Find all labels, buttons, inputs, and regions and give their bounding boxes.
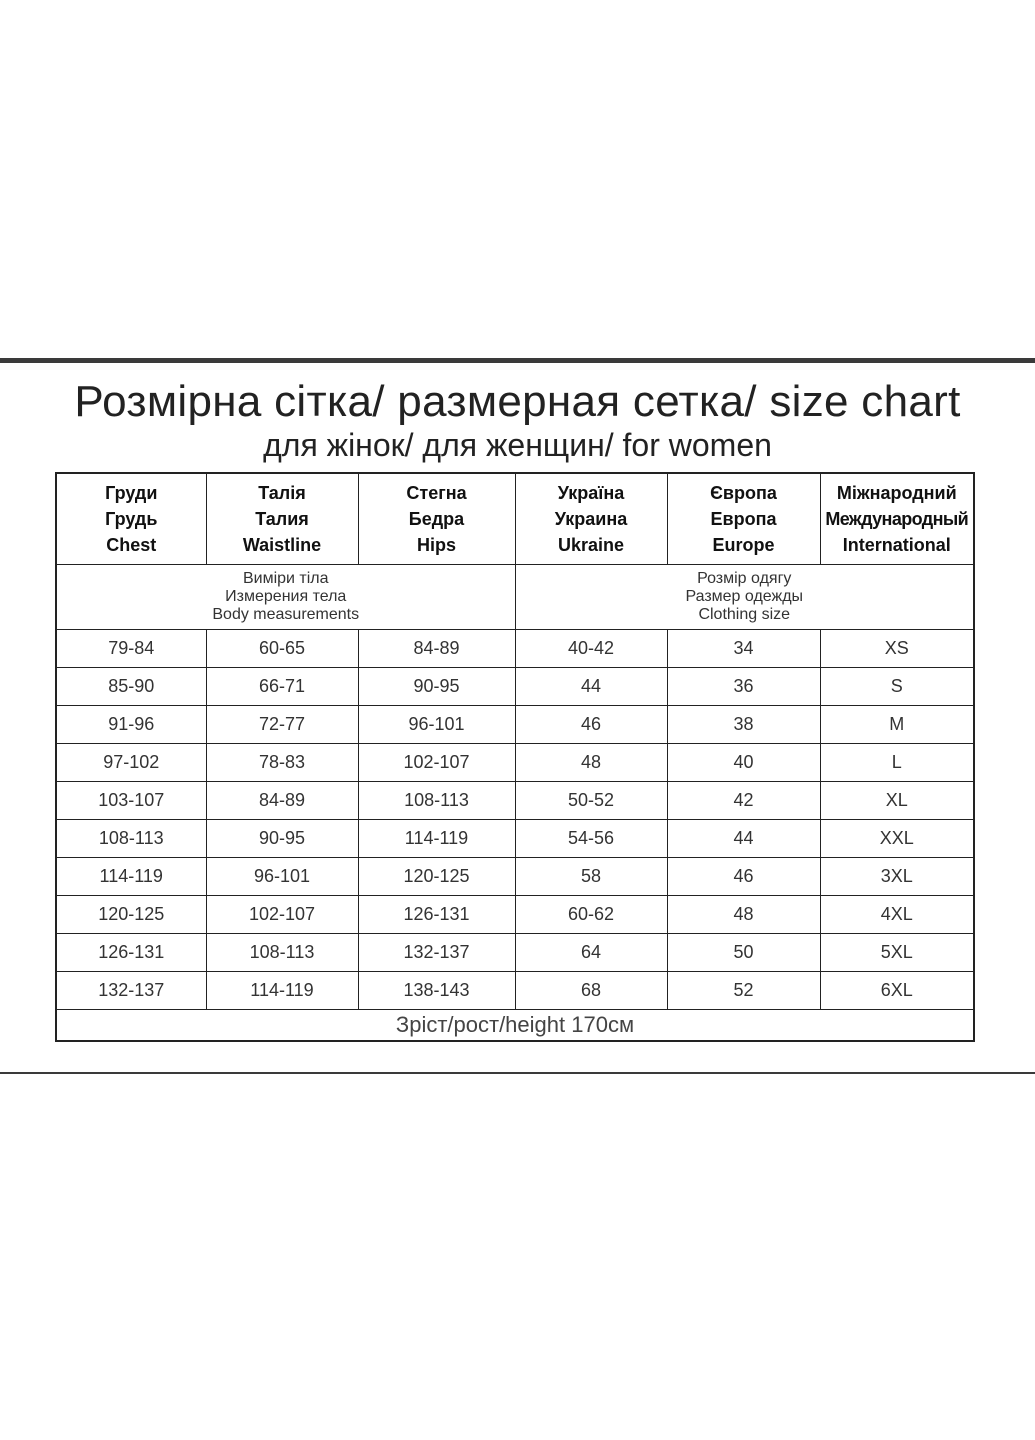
header-ukraine bbox=[515, 473, 667, 565]
table-row bbox=[56, 934, 974, 972]
cell-waist: 102-107 bbox=[206, 896, 358, 934]
cell-waist: 90-95 bbox=[206, 820, 358, 858]
table-row bbox=[56, 782, 974, 820]
header-label: Hips bbox=[416, 535, 456, 555]
header-chest bbox=[56, 473, 206, 565]
height-note: Зрiст/рост/height 170см bbox=[56, 1010, 974, 1042]
header-row bbox=[56, 473, 974, 565]
cell-waist: 72-77 bbox=[206, 706, 358, 744]
group-row bbox=[56, 565, 974, 630]
header-label: Талія bbox=[258, 483, 306, 503]
cell-europe: 52 bbox=[667, 972, 820, 1010]
cell-international: S bbox=[820, 668, 974, 706]
header-label: Європа bbox=[710, 483, 777, 503]
cell-international: XXL bbox=[820, 820, 974, 858]
footer-row bbox=[56, 1010, 974, 1042]
cell-international: 5XL bbox=[820, 934, 974, 972]
cell-international: XL bbox=[820, 782, 974, 820]
header-label: Міжнародний bbox=[836, 483, 957, 503]
header-label: Груди bbox=[105, 483, 158, 503]
table-row bbox=[56, 744, 974, 782]
group-label: Размер одежды bbox=[685, 588, 804, 605]
cell-waist: 66-71 bbox=[206, 668, 358, 706]
cell-europe: 42 bbox=[667, 782, 820, 820]
cell-chest: 103-107 bbox=[56, 782, 206, 820]
cell-europe: 50 bbox=[667, 934, 820, 972]
cell-ukraine: 68 bbox=[515, 972, 667, 1010]
cell-europe: 46 bbox=[667, 858, 820, 896]
cell-international: 6XL bbox=[820, 972, 974, 1010]
cell-ukraine: 40-42 bbox=[515, 630, 667, 668]
header-label: Waistline bbox=[242, 535, 322, 555]
group-label: Розмір одягу bbox=[697, 570, 792, 587]
cell-waist: 96-101 bbox=[206, 858, 358, 896]
cell-europe: 44 bbox=[667, 820, 820, 858]
header-hips bbox=[358, 473, 515, 565]
cell-ukraine: 60-62 bbox=[515, 896, 667, 934]
header-label: Бедра bbox=[408, 509, 465, 529]
group-body-measurements bbox=[56, 565, 515, 630]
header-label: Талия bbox=[255, 509, 309, 529]
cell-europe: 34 bbox=[667, 630, 820, 668]
cell-chest: 79-84 bbox=[56, 630, 206, 668]
cell-chest: 126-131 bbox=[56, 934, 206, 972]
header-label: Украина bbox=[554, 509, 628, 529]
cell-hips: 102-107 bbox=[358, 744, 515, 782]
cell-international: 3XL bbox=[820, 858, 974, 896]
cell-chest: 120-125 bbox=[56, 896, 206, 934]
header-international bbox=[820, 473, 974, 565]
table-row bbox=[56, 896, 974, 934]
header-waist bbox=[206, 473, 358, 565]
group-clothing-size bbox=[515, 565, 974, 630]
cell-waist: 114-119 bbox=[206, 972, 358, 1010]
table-row bbox=[56, 858, 974, 896]
group-label: Body measurements bbox=[212, 606, 360, 623]
group-label: Виміри тіла bbox=[242, 570, 329, 587]
header-label: Ukraine bbox=[557, 535, 625, 555]
group-label: Измерения тела bbox=[225, 588, 347, 605]
cell-hips: 138-143 bbox=[358, 972, 515, 1010]
size-table bbox=[55, 472, 975, 1042]
cell-chest: 85-90 bbox=[56, 668, 206, 706]
table-row bbox=[56, 972, 974, 1010]
cell-hips: 96-101 bbox=[358, 706, 515, 744]
cell-waist: 60-65 bbox=[206, 630, 358, 668]
cell-international: L bbox=[820, 744, 974, 782]
cell-hips: 126-131 bbox=[358, 896, 515, 934]
cell-europe: 38 bbox=[667, 706, 820, 744]
header-label: Україна bbox=[557, 483, 625, 503]
cell-hips: 120-125 bbox=[358, 858, 515, 896]
cell-international: M bbox=[820, 706, 974, 744]
header-label: Грудь bbox=[105, 509, 158, 529]
header-europe bbox=[667, 473, 820, 565]
cell-chest: 108-113 bbox=[56, 820, 206, 858]
cell-ukraine: 50-52 bbox=[515, 782, 667, 820]
table-row bbox=[56, 630, 974, 668]
header-label: International bbox=[842, 535, 951, 555]
cell-hips: 84-89 bbox=[358, 630, 515, 668]
cell-waist: 78-83 bbox=[206, 744, 358, 782]
cell-ukraine: 48 bbox=[515, 744, 667, 782]
header-label: Europe bbox=[712, 535, 775, 555]
cell-waist: 108-113 bbox=[206, 934, 358, 972]
cell-europe: 36 bbox=[667, 668, 820, 706]
table-row bbox=[56, 668, 974, 706]
chart-subtitle: для жінок/ для женщин/ for women bbox=[263, 427, 772, 463]
cell-chest: 132-137 bbox=[56, 972, 206, 1010]
cell-waist: 84-89 bbox=[206, 782, 358, 820]
cell-chest: 91-96 bbox=[56, 706, 206, 744]
cell-ukraine: 58 bbox=[515, 858, 667, 896]
cell-hips: 114-119 bbox=[358, 820, 515, 858]
cell-europe: 40 bbox=[667, 744, 820, 782]
cell-hips: 108-113 bbox=[358, 782, 515, 820]
chart-title: Розмірна сітка/ размерная сетка/ size chart bbox=[74, 377, 961, 426]
table-row bbox=[56, 706, 974, 744]
cell-international: XS bbox=[820, 630, 974, 668]
cell-international: 4XL bbox=[820, 896, 974, 934]
table-row bbox=[56, 820, 974, 858]
header-label: Chest bbox=[106, 535, 157, 555]
cell-ukraine: 44 bbox=[515, 668, 667, 706]
group-label: Clothing size bbox=[698, 606, 791, 623]
cell-ukraine: 54-56 bbox=[515, 820, 667, 858]
header-label: Международный bbox=[825, 509, 969, 529]
cell-chest: 97-102 bbox=[56, 744, 206, 782]
cell-europe: 48 bbox=[667, 896, 820, 934]
cell-chest: 114-119 bbox=[56, 858, 206, 896]
cell-ukraine: 64 bbox=[515, 934, 667, 972]
header-label: Европа bbox=[710, 509, 777, 529]
cell-hips: 90-95 bbox=[358, 668, 515, 706]
cell-ukraine: 46 bbox=[515, 706, 667, 744]
size-rows bbox=[56, 630, 974, 1042]
header-label: Стегна bbox=[406, 483, 467, 503]
cell-hips: 132-137 bbox=[358, 934, 515, 972]
size-chart-panel bbox=[0, 358, 1035, 1074]
